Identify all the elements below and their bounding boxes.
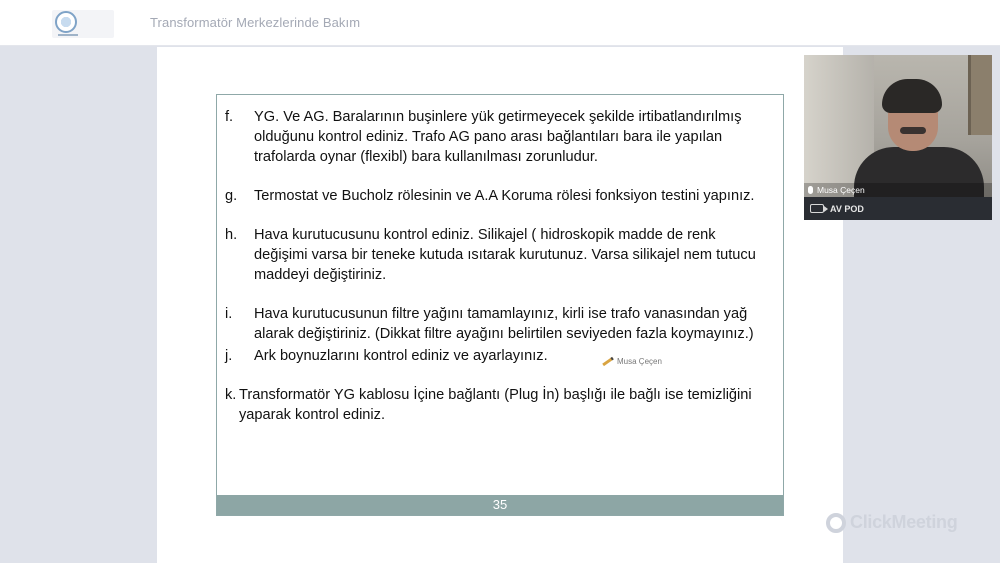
- list-item: [225, 186, 769, 206]
- list-item-letter: j.: [225, 348, 233, 364]
- list-item-letter: f.: [225, 109, 234, 125]
- device-label: AV POD: [830, 203, 864, 214]
- microphone-icon: [808, 186, 813, 194]
- logo-emblem-icon: [55, 11, 77, 33]
- list-item-letter: h.: [225, 227, 238, 243]
- clickmeeting-logo-icon: [826, 513, 846, 533]
- participant-name-label: [804, 183, 992, 197]
- organization-logo: [52, 10, 114, 38]
- list-item-text: Hava kurutucusunu kontrol ediniz. Silikajel ( hidroskopik madde de renk değişimi varsa bir teneke kutuda ısıtarak kurutunuz. Varsa silikajel nem tutucu maddeyi değiştiriniz.: [254, 227, 756, 283]
- list-item-text: Hava kurutucusunun filtre yağını tamamlayınız, kirli ise trafo vanasından yağ alarak değiştiriniz. (Dikkat filtre ayağını belirtilen seviyeden fazla koymayınız.): [254, 306, 754, 342]
- annotation-cursor: [602, 357, 662, 366]
- event-title: Transformatör Merkezlerinde Bakım: [150, 15, 361, 30]
- slide-content: [217, 95, 783, 495]
- camera-icon[interactable]: [810, 204, 824, 213]
- list-item-letter: i.: [225, 306, 233, 322]
- list-item: [225, 107, 769, 167]
- list-item: [225, 304, 769, 344]
- video-feed: [804, 55, 992, 197]
- brand-watermark: [826, 512, 957, 533]
- list-item-text: Ark boynuzlarını kontrol ediniz ve ayarlayınız.: [254, 348, 548, 364]
- list-item-text: YG. Ve AG. Baralarının buşinlere yük getirmeyecek şekilde irtibatlandırılmış olduğunu kontrol ediniz. Trafo AG pano arası bağlantıları bara ile yapılan trafolarda oynar (flexibl) bara kullanılması zorunludur.: [254, 109, 742, 165]
- list-item: [225, 225, 769, 285]
- list-item-letter: g.: [225, 188, 238, 204]
- annotation-cursor-label: Musa Çeçen: [617, 357, 662, 366]
- presentation-slide: [216, 94, 784, 516]
- list-item-letter: k.: [225, 387, 237, 403]
- list-item: [225, 346, 769, 366]
- list-item-text: Termostat ve Bucholz rölesinin ve A.A Koruma rölesi fonksiyon testini yapınız.: [254, 188, 755, 204]
- slide-page-number: 35: [217, 495, 783, 515]
- presenter-video[interactable]: [804, 55, 992, 220]
- list-item-text: Transformatör YG kablosu İçine bağlantı (Plug İn) başlığı ile bağlı ise temizliğini yaparak kontrol ediniz.: [239, 387, 752, 423]
- participant-name: Musa Çeçen: [817, 185, 865, 195]
- video-device-bar[interactable]: [804, 197, 992, 220]
- pencil-icon: [602, 357, 614, 366]
- brand-name: ClickMeeting: [850, 512, 958, 532]
- list-item: [225, 385, 769, 425]
- top-bar: [0, 0, 1000, 46]
